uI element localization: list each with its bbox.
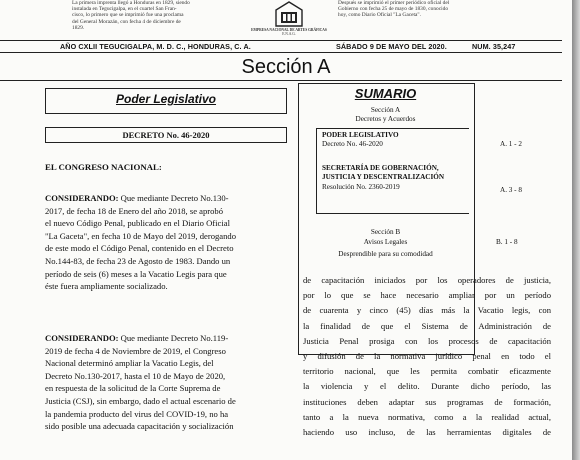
emblem-abbreviation: E.N.A.G. <box>282 32 296 36</box>
paragraph-line: la pandemia producto del virus del COVID-19, no ha <box>45 408 229 419</box>
paragraph-line: Nacional determinó ampliar la Vacatio Legis, del <box>45 358 214 369</box>
considerando-paragraph-2 <box>45 332 281 433</box>
paragraph-line: No.144-83, de fecha 23 de Agosto de 1983. Dando un <box>45 255 231 266</box>
paragraph-line: en respuesta de la solicitud de la Corte Suprema de <box>45 383 221 394</box>
paragraph-line: instituciones deben adaptar sus programas de formación, <box>303 396 551 407</box>
sumario-avisos: Avisos Legales <box>363 238 408 246</box>
enag-emblem-icon <box>272 0 306 28</box>
header-note-line: del General Morazán, con fecha 4 de diciembre de <box>72 18 181 25</box>
sumario-desprendible: Desprendible para su comodidad <box>338 250 433 258</box>
dateline-location: AÑO CXLII TEGUCIGALPA, M. D. C., HONDURAS, C. A. <box>60 42 251 51</box>
sumario-decreto: Decreto No. 46-2020 <box>322 140 383 148</box>
sumario-decretos: Decretos y Acuerdos <box>355 115 416 123</box>
sumario-pages-a3: A. 3 - 8 <box>500 186 522 194</box>
header-note-line: instalada en Tegucigalpa, en el cuartel San Fran- <box>72 6 177 13</box>
header-note-line: Después se imprimió el primer periódico oficial del <box>338 0 450 6</box>
header-rule-bottom <box>0 52 562 53</box>
sumario-poder-legislativo: PODER LEGISLATIVO <box>322 131 399 139</box>
paragraph-line: Decreto No.130-2017, hasta el 10 de Mayo de 2020, <box>45 370 226 381</box>
paragraph-line: sido posible una adecuada capacitación y socialización <box>45 421 234 432</box>
paragraph-line: período de seis (6) meses a la Vacatio Legis para que <box>45 268 227 279</box>
header-periodical-note <box>338 0 488 19</box>
section-rule <box>0 80 562 81</box>
dateline-date: SÁBADO 9 DE MAYO DEL 2020. <box>336 42 447 51</box>
sumario-resolucion: Resolución No. 2360-2019 <box>322 183 400 191</box>
congreso-heading: EL CONGRESO NACIONAL: <box>45 162 162 172</box>
header-note-line: Gobierno con fecha 25 de mayo de 1830, conocido <box>338 6 449 13</box>
header-history-note <box>72 0 222 31</box>
page-edge-shadow <box>572 0 580 460</box>
paragraph-line: 2017, de fecha 18 de Enero del año 2018, se aprobó <box>45 205 224 216</box>
decreto-number: DECRETO No. 46-2020 <box>45 127 287 143</box>
paragraph-line: de este modo el Código Penal, contenido en el Decreto <box>45 243 234 254</box>
paragraph-line: de capacitación iniciados por los operadores de justicia, <box>303 275 551 285</box>
sumario-title: SUMARIO <box>354 86 417 101</box>
right-column-text <box>303 273 551 440</box>
header-note-line: cisco, lo primero que se imprimió fue una proclama <box>72 12 184 19</box>
section-title: Sección A <box>241 56 331 78</box>
paragraph-line: por lo que se hace necesario ampliar por un período <box>303 290 551 301</box>
paragraph-line: la violencia y el delito. Durante dicho período, las <box>303 381 551 392</box>
considerando-paragraph-1 <box>45 192 281 293</box>
paragraph-line: y difusión de la normativa jurídico penal en todo el <box>303 351 551 362</box>
paragraph-line: 2019 de fecha 4 de Noviembre de 2019, el Congreso <box>45 345 226 356</box>
paragraph-line: territorio nacional, que les permita combatir eficazmente <box>303 366 551 377</box>
header-note-line: 1829. <box>72 24 85 31</box>
header-note-line: hoy, como Diario Oficial "La Gaceta". <box>338 12 421 19</box>
sumario-pages-a1: A. 1 - 2 <box>500 140 522 148</box>
considerando-label: CONSIDERANDO: <box>45 193 119 203</box>
paragraph-line: tanto a la nueva normativa, como a la realidad actual, <box>303 411 551 422</box>
header-note-line: La primera imprenta llegó a Honduras en 1829, siendo <box>72 0 190 6</box>
poder-legislativo-banner <box>45 88 287 114</box>
header-rule-top <box>0 40 562 41</box>
paragraph-line: Justicia Penal prosiga con los procesos de capacitación <box>303 335 551 346</box>
paragraph-line: la finalidad de que el Sistema de Administración de <box>303 320 551 331</box>
sumario-section-a: Sección A <box>370 106 401 114</box>
poder-legislativo-title: Poder Legislativo <box>115 92 217 106</box>
paragraph-line: el nuevo Código Penal, publicado en el Diario Oficial <box>45 218 230 229</box>
sumario-secretaria-line-1: SECRETARÍA DE GOBERNACIÓN, <box>322 164 439 172</box>
paragraph-line: "La Gaceta", en fecha 10 de Mayo del 2019, derogando <box>45 230 236 241</box>
paragraph-line: Que mediante Decreto No.119- <box>118 333 229 343</box>
considerando-label: CONSIDERANDO: <box>45 333 119 343</box>
paragraph-line: éste fuera ampliamente socializado. <box>45 281 168 292</box>
sumario-secretaria-line-2: JUSTICIA Y DESCENTRALIZACIÓN <box>322 173 445 181</box>
emblem-caption: EMPRESA NACIONAL DE ARTES GRÁFICAS <box>251 28 327 32</box>
paragraph-line: Justicia (CSJ), sin embargo, dado el actual escenario de <box>45 395 236 406</box>
sumario-pages-b1: B. 1 - 8 <box>496 238 518 246</box>
sumario-section-b: Sección B <box>370 228 401 236</box>
dateline-number: NUM. 35,247 <box>472 42 516 51</box>
paragraph-line: haciendo uso incluso, de las herramientas digitales de <box>303 427 551 438</box>
paragraph-line: Que mediante Decreto No.130- <box>118 193 229 203</box>
paragraph-line: de cuarenta y cinco (45) días más la Vacatio legis, con <box>303 305 551 316</box>
